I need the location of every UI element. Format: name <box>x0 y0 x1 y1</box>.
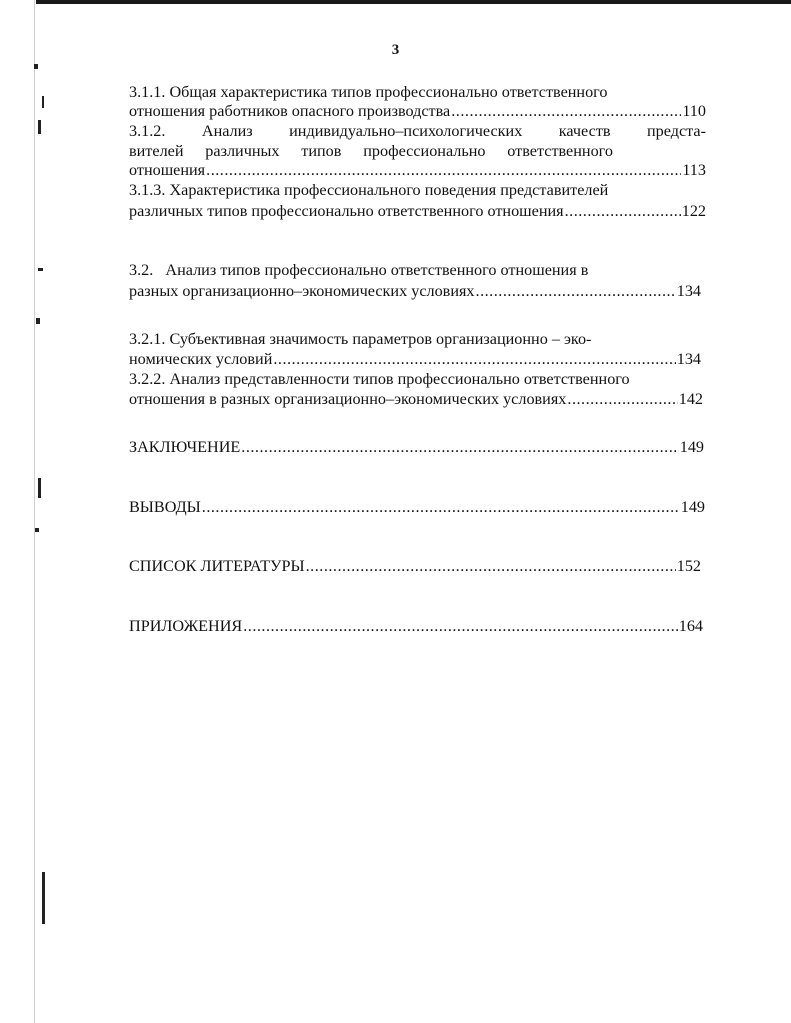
toc-text: отношения работников опасного производства <box>129 102 451 120</box>
scan-speck <box>38 268 43 271</box>
dot-leader <box>567 389 677 409</box>
dot-leader <box>476 281 676 301</box>
page-ref: 134 <box>676 350 701 368</box>
toc-text: ВЫВОДЫ <box>129 498 201 516</box>
scan-left-border <box>34 0 35 1023</box>
page-ref: 113 <box>682 161 706 179</box>
toc-entry-appendices[interactable] <box>129 616 703 636</box>
dot-leader <box>243 616 678 636</box>
toc-text: 3.2. Анализ типов профессионально ответственного отношения в <box>129 261 589 279</box>
scan-top-border <box>36 0 791 4</box>
toc-entry-findings[interactable] <box>129 497 705 517</box>
page-ref: 110 <box>682 102 706 120</box>
scan-speck <box>38 120 41 134</box>
toc-entry-references[interactable] <box>129 556 701 576</box>
scan-speck <box>42 872 45 924</box>
page-ref: 164 <box>678 617 703 635</box>
toc-text: отношения <box>129 161 206 179</box>
scan-speck <box>38 478 41 498</box>
scan-speck <box>42 96 44 108</box>
dot-leader <box>451 101 681 121</box>
toc-entry-conclusion[interactable] <box>129 437 704 457</box>
toc-leader-line <box>129 389 703 409</box>
page-ref: 149 <box>680 498 705 516</box>
page-ref: 122 <box>681 202 706 220</box>
toc-text: СПИСОК ЛИТЕРАТУРЫ <box>129 557 305 575</box>
toc-text: 3.2.2. Анализ представленности типов профессионально ответственного <box>129 370 630 388</box>
toc-text: 3.2.1. Субъективная значимость параметров организационно – эко- <box>129 330 592 348</box>
toc-leader-line <box>129 160 706 180</box>
toc-leader-line <box>129 281 701 301</box>
page-ref: 152 <box>676 557 701 575</box>
toc-text: разных организационно–экономических условиях <box>129 282 475 300</box>
toc-text: различных типов профессионально ответственного отношения <box>129 202 564 220</box>
dot-leader <box>273 349 675 369</box>
toc-leader-line <box>129 349 701 369</box>
toc-leader-line <box>129 201 706 221</box>
toc-leader-line <box>129 101 706 121</box>
dot-leader <box>206 160 681 180</box>
toc-text: 3.1.1. Общая характеристика типов профессионально ответственного <box>129 83 608 101</box>
dot-leader <box>241 437 678 457</box>
toc-text: ЗАКЛЮЧЕНИЕ <box>129 438 241 456</box>
toc-text: 3.1.3. Характеристика профессионального поведения представителей <box>129 181 609 199</box>
toc-text: отношения в разных организационно–экономических условиях <box>129 390 567 408</box>
toc-text: ПРИЛОЖЕНИЯ <box>129 617 243 635</box>
page-ref: 142 <box>678 390 703 408</box>
page-ref: 134 <box>676 282 701 300</box>
page-ref: 149 <box>679 438 704 456</box>
dot-leader <box>202 497 680 517</box>
page-number: 3 <box>391 42 400 58</box>
scan-speck <box>35 528 39 532</box>
dot-leader <box>565 201 681 221</box>
toc-text: 3.1.2. Анализ индивидуально–психологических качеств предста- <box>129 122 706 140</box>
scan-speck <box>36 318 40 324</box>
dot-leader <box>306 556 676 576</box>
toc-text: номических условий <box>129 350 273 368</box>
toc-text: вителей различных типов профессионально ответственного <box>129 142 613 160</box>
scan-speck <box>34 64 38 69</box>
